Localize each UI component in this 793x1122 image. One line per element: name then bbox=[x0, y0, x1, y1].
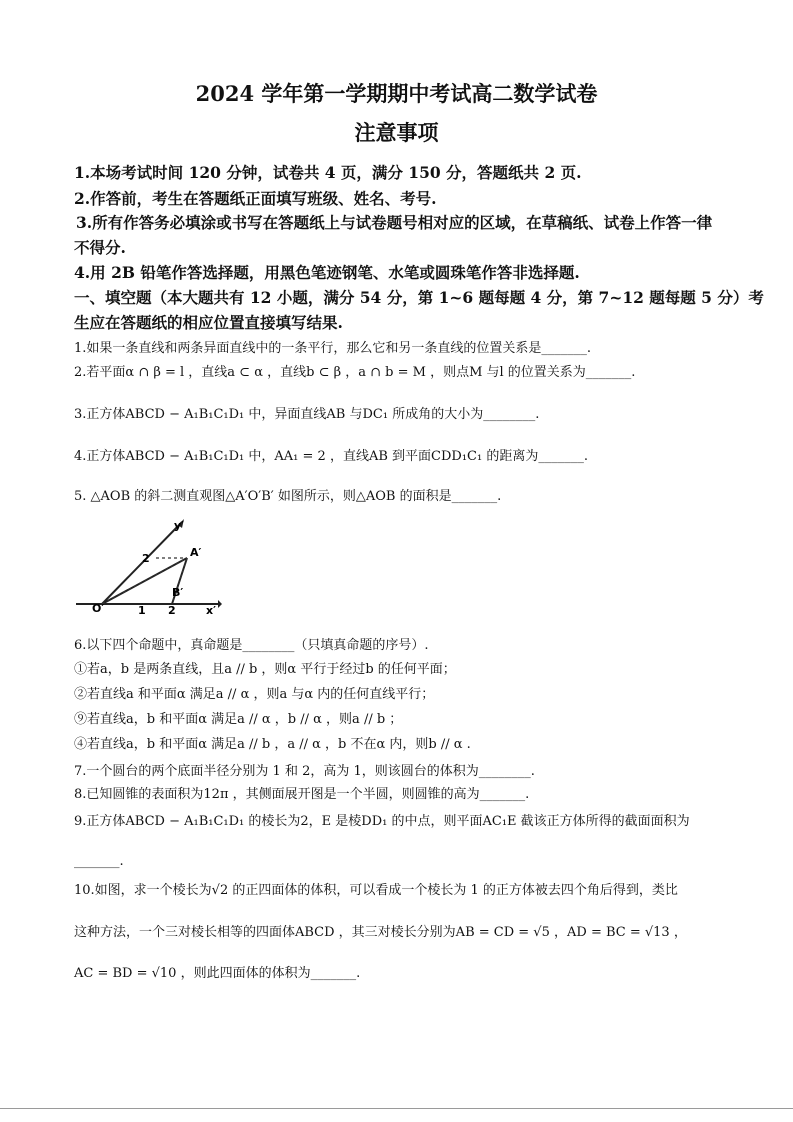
question-6-option-4: ④若直线a，b 和平面α 满足a // b ，a // α ，b 不在α 内，则b // α . bbox=[74, 737, 471, 752]
tick-label-1: 1 bbox=[138, 604, 146, 617]
question-1: 1.如果一条直线和两条异面直线中的一条平行，那么它和另一条直线的位置关系是_______. bbox=[74, 341, 592, 356]
question-6-option-2: ②若直线a 和平面α 满足a // α ，则a 与α 内的任何直线平行； bbox=[74, 687, 435, 702]
question-3: 3.正方体ABCD − A₁B₁C₁D₁ 中，异面直线AB 与DC₁ 所成角的大小为________. bbox=[74, 407, 540, 422]
question-7: 7.一个圆台的两个底面半径分别为 1 和 2，高为 1，则该圆台的体积为________. bbox=[74, 764, 535, 779]
label-x: x′ bbox=[206, 604, 216, 617]
question-6-option-1: ①若a，b 是两条直线，且a // b ，则α 平行于经过b 的任何平面； bbox=[74, 662, 456, 677]
question-9-cont: _______. bbox=[74, 854, 124, 869]
notice-2: 2.作答前，考生在答题纸正面填写班级、姓名、考号. bbox=[74, 189, 437, 208]
section-heading: 一、填空题（本大题共有 12 小题，满分 54 分，第 1~6 题每题 4 分，第 7~12 题每题 5 分）考 bbox=[74, 288, 764, 307]
oblique-projection-figure bbox=[72, 506, 222, 626]
question-6: 6.以下四个命题中，真命题是________（只填真命题的序号）. bbox=[74, 638, 429, 653]
notice-heading: 注意事项 bbox=[354, 120, 439, 145]
notice-3: 3.所有作答务必填涂或书写在答题纸上与试卷题号相对应的区域，在草稿纸、试卷上作答一律 bbox=[76, 213, 713, 232]
notice-3-cont: 不得分. bbox=[74, 238, 126, 257]
tick-label-y2: 2 bbox=[142, 552, 150, 565]
notice-1: 1.本场考试时间 120 分钟，试卷共 4 页，满分 150 分，答题纸共 2 页. bbox=[74, 163, 582, 182]
question-2: 2.若平面α ∩ β = l ，直线a ⊂ α ，直线b ⊂ β ，a ∩ b = M ，则点M 与l 的位置关系为_______. bbox=[74, 365, 636, 380]
question-10-cont-2: AC = BD = √10 ，则此四面体的体积为_______. bbox=[74, 966, 361, 981]
question-5: 5. △AOB 的斜二测直观图△A′O′B′ 如图所示，则△AOB 的面积是_______. bbox=[74, 489, 502, 504]
question-10-cont-1: 这种方法，一个三对棱长相等的四面体ABCD ，其三对棱长分别为AB = CD = √5 ，AD = BC = √13 ， bbox=[74, 925, 687, 940]
label-origin: O′ bbox=[92, 602, 105, 615]
label-a: A′ bbox=[190, 546, 202, 559]
notice-4: 4.用 2B 铅笔作答选择题，用黑色笔迹钢笔、水笔或圆珠笔作答非选择题. bbox=[74, 263, 580, 282]
question-8: 8.已知圆锥的表面积为12π ，其侧面展开图是一个半圆，则圆锥的高为_______. bbox=[74, 787, 530, 802]
exam-title: 2024 学年第一学期期中考试高二数学试卷 bbox=[195, 81, 598, 106]
question-6-option-3: ⑨若直线a，b 和平面α 满足a // α ，b // α ，则a // b ； bbox=[74, 712, 403, 727]
label-b: B′ bbox=[172, 586, 184, 599]
x-axis-arrow bbox=[218, 600, 222, 608]
question-4: 4.正方体ABCD − A₁B₁C₁D₁ 中，AA₁ = 2 ，直线AB 到平面CDD₁C₁ 的距离为_______. bbox=[74, 449, 588, 464]
section-heading-cont: 生应在答题纸的相应位置直接填写结果. bbox=[74, 313, 343, 332]
question-9: 9.正方体ABCD − A₁B₁C₁D₁ 的棱长为2，E 是棱DD₁ 的中点，则平面AC₁E 截该正方体所得的截面面积为 bbox=[74, 814, 690, 829]
question-10: 10.如图，求一个棱长为√2 的正四面体的体积，可以看成一个棱长为 1 的正方体被去四个角后得到，类比 bbox=[74, 883, 678, 898]
tick-label-2: 2 bbox=[168, 604, 176, 617]
label-y: y′ bbox=[174, 519, 185, 532]
page-divider bbox=[0, 1108, 793, 1109]
